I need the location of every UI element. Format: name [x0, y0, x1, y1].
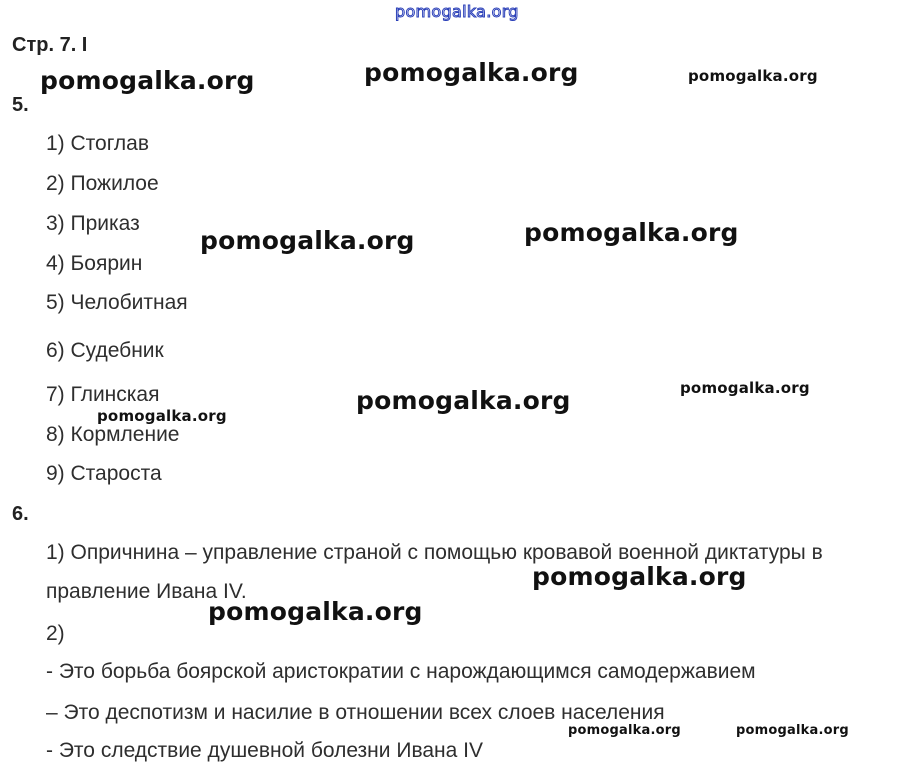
list-item: 6) Судебник	[46, 339, 164, 362]
answer-2-point: - Это борьба боярской аристократии с нарождающимся самодержавием	[46, 660, 756, 683]
answer-1-line-2: правление Ивана IV.	[46, 580, 247, 603]
watermark: pomogalka.org	[688, 67, 818, 85]
list-item: 5) Челобитная	[46, 291, 188, 314]
section-number-6: 6.	[12, 503, 29, 525]
watermark: pomogalka.org	[364, 58, 579, 87]
watermark: pomogalka.org	[532, 562, 747, 591]
top-watermark: pomogalka.org	[395, 2, 519, 21]
watermark: pomogalka.org	[680, 379, 810, 397]
list-item: 7) Глинская	[46, 383, 160, 406]
answer-2-point: - Это следствие душевной болезни Ивана IV	[46, 739, 483, 762]
watermark: pomogalka.org	[40, 66, 255, 95]
section-number-5: 5.	[12, 94, 29, 116]
list-item: 2) Пожилое	[46, 172, 159, 195]
list-item: 3) Приказ	[46, 212, 140, 235]
watermark: pomogalka.org	[524, 218, 739, 247]
watermark: pomogalka.org	[200, 226, 415, 255]
watermark: pomogalka.org	[356, 386, 571, 415]
watermark: pomogalka.org	[736, 723, 849, 738]
watermark: pomogalka.org	[97, 407, 227, 425]
answer-2-label: 2)	[46, 622, 65, 645]
list-item: 9) Староста	[46, 462, 162, 485]
list-item: 1) Стоглав	[46, 132, 150, 155]
watermark: pomogalka.org	[208, 597, 423, 626]
page-title: Стр. 7. І	[12, 34, 88, 56]
list-item: 4) Боярин	[46, 252, 143, 275]
answer-1-line-1: 1) Опричнина – управление страной с помощью кровавой военной диктатуры в	[46, 541, 823, 564]
watermark: pomogalka.org	[568, 723, 681, 738]
list-item: 8) Кормление	[46, 423, 180, 446]
answer-2-point: – Это деспотизм и насилие в отношении всех слоев населения	[46, 701, 665, 724]
